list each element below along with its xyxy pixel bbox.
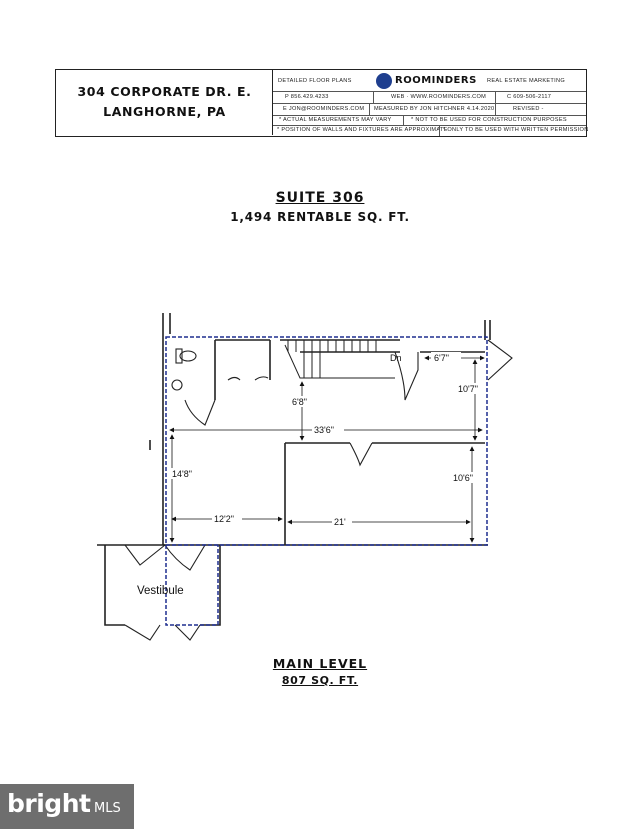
sink-icon: [172, 380, 182, 390]
suite-title: SUITE 306: [275, 190, 365, 206]
closet-door-icon: [255, 377, 268, 380]
brand-name: ROOMINDERS: [395, 75, 477, 86]
dim-right-depth-upper: 10'7": [458, 384, 478, 394]
suite-boundary: [166, 337, 487, 625]
stair-down-label: Dn: [390, 353, 402, 363]
watermark-mls: MLS: [94, 801, 121, 816]
dim-hall-depth: 6'8": [292, 397, 307, 407]
address-line1: 304 CORPORATE DR. E.: [77, 84, 252, 99]
email: E JON@ROOMINDERS.COM: [283, 106, 365, 112]
dim-stair-landing: 6'7": [434, 353, 449, 363]
entry-door-icon: [488, 340, 512, 380]
vestibule-label: Vestibule: [137, 585, 184, 597]
dim-overall-width: 33'6": [314, 425, 334, 435]
bright-mls-watermark: [0, 784, 134, 829]
closet-door-icon: [228, 378, 240, 381]
suite-area: 1,494 RENTABLE SQ. FT.: [230, 210, 410, 224]
vestibule-exit-door-icon: [125, 625, 160, 640]
toilet-tank-icon: [176, 349, 182, 363]
brand-tagline: REAL ESTATE MARKETING: [487, 78, 565, 84]
level-title: MAIN LEVEL: [272, 656, 368, 671]
disclaimer-2: * NOT TO BE USED FOR CONSTRUCTION PURPOSES: [411, 117, 567, 123]
vestibule-door-icon: [125, 545, 165, 565]
vestibule-left-wall: [105, 545, 125, 625]
fixtures: [172, 349, 196, 390]
dim-left-depth: 14'8": [172, 469, 192, 479]
dim-left-width: 12'2": [214, 514, 234, 524]
dim-right-room-depth: 10'6": [453, 473, 473, 483]
level-area: 807 SQ. FT.: [281, 674, 359, 687]
stair-treads: [285, 340, 395, 378]
disclaimer-3: * POSITION OF WALLS AND FIXTURES ARE APPROXIMATE: [277, 127, 448, 133]
vestibule-door-right-icon: [165, 545, 205, 570]
revised: REVISED -: [513, 106, 544, 112]
address-line2: LANGHORNE, PA: [103, 104, 226, 119]
dim-right-room-width: 21': [334, 517, 346, 527]
vestibule-right-wall: [200, 545, 220, 625]
cell-phone: C 609-506-2117: [507, 94, 552, 100]
measured-by: MEASURED BY JON HITCHNER 4.14.2020: [374, 106, 495, 112]
watermark-brand: bright: [7, 789, 91, 818]
office-door-icon: [350, 443, 372, 465]
detailed-floor-plans: DETAILED FLOOR PLANS: [278, 78, 352, 84]
disclaimer-4: * ONLY TO BE USED WITH WRITTEN PERMISSION: [443, 127, 589, 133]
disclaimer-1: * ACTUAL MEASUREMENTS MAY VARY: [279, 117, 392, 123]
vestibule-exit-door-right-icon: [175, 625, 200, 640]
bath-door-icon: [185, 400, 215, 425]
website: WEB · WWW.ROOMINDERS.COM: [391, 94, 487, 100]
phone: P 856.429.4233: [285, 94, 329, 100]
